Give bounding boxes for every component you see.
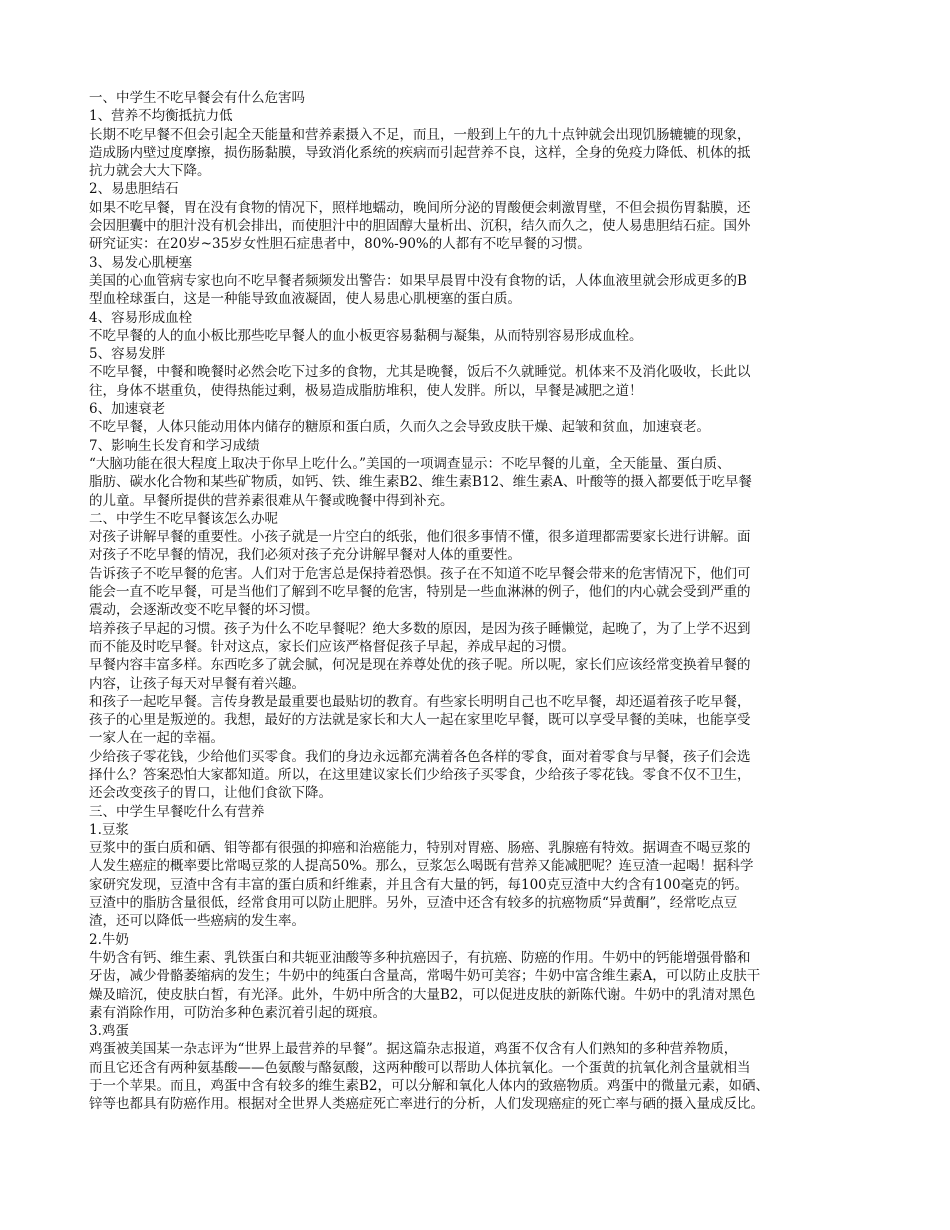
text-line: 人发生癌症的概率要比常喝豆浆的人提高50%。那么，豆浆怎么喝既有营养又能减肥呢？连豆渣一起喝！据科学 [89,858,754,875]
text-line: 研究证实：在20岁~35岁女性胆石症患者中，80%-90%的人都有不吃早餐的习惯。 [89,236,591,253]
text-line: 培养孩子早起的习惯。孩子为什么不吃早餐呢？绝大多数的原因，是因为孩子睡懒觉，起晚了，为了上学不迟到 [89,620,751,637]
text-line: 1.豆浆 [89,821,129,838]
text-line: 早餐内容丰富多样。东西吃多了就会腻，何况是现在养尊处优的孩子呢。所以呢，家长们应该经常变换着早餐的 [89,657,751,674]
text-line: 2.牛奶 [89,931,129,948]
text-line: 7、影响生长发育和学习成绩 [89,437,260,454]
text-line: 如果不吃早餐，胃在没有食物的情况下，照样地蠕动，晚间所分泌的胃酸便会刺激胃壁，不但会损伤胃黏膜，还 [89,199,751,216]
text-line: 还会改变孩子的胃口，让他们食欲下降。 [89,785,332,802]
text-line: 能会一直不吃早餐，可是当他们了解到不吃早餐的危害，特别是一些血淋淋的例子，他们的内心就会受到严重的 [89,584,751,601]
text-line: 豆浆中的蛋白质和硒、钼等都有很强的抑癌和治癌能力，特别对胃癌、肠癌、乳腺癌有特效。据调查不喝豆浆的 [89,840,751,857]
text-line: 对孩子不吃早餐的情况，我们必须对孩子充分讲解早餐对人体的重要性。 [89,547,521,564]
text-line: 震动，会逐渐改变不吃早餐的坏习惯。 [89,602,319,619]
text-line: 往，身体不堪重负，使得热能过剩，极易造成脂肪堆积，使人发胖。所以，早餐是减肥之道！ [89,382,643,399]
text-line: 豆渣中的脂肪含量很低，经常食用可以防止肥胖。另外，豆渣中还含有较多的抗癌物质“异黄酮”，经常吃点豆 [89,895,738,912]
text-line: 对孩子讲解早餐的重要性。小孩子就是一片空白的纸张，他们很多事情不懂，很多道理都需要家长进行讲解。面 [89,529,751,546]
text-line: 择什么？答案恐怕大家都知道。所以，在这里建议家长们少给孩子买零食，少给孩子零花钱。零食不仅不卫生， [89,766,751,783]
text-line: 燥及暗沉，使皮肤白皙，有光泽。此外，牛奶中所含的大量B2，可以促进皮肤的新陈代谢。牛奶中的乳清对黑色 [89,986,756,1003]
document-body [89,89,857,1114]
text-line: 2、易患胆结石 [89,181,179,198]
text-line: 牛奶含有钙、维生素、乳铁蛋白和共轭亚油酸等多种抗癌因子，有抗癌、防癌的作用。牛奶中的钙能增强骨骼和 [89,949,751,966]
text-line: 内容，让孩子每天对早餐有着兴趣。 [89,675,305,692]
text-line: 渣，还可以降低一些癌病的发生率。 [89,913,305,930]
text-line: 而且它还含有两种氨基酸——色氨酸与酪氨酸，这两种酸可以帮助人体抗氧化。一个蛋黄的抗氧化剂含量就相当 [89,1059,751,1076]
text-line: 而不能及时吃早餐。针对这点，家长们应该严格督促孩子早起，养成早起的习惯。 [89,638,575,655]
text-line: 美国的心血管病专家也向不吃早餐者频频发出警告：如果早晨胃中没有食物的话，人体血液里就会形成更多的B [89,272,747,289]
text-line: 少给孩子零花钱，少给他们买零食。我们的身边永远都充满着各色各样的零食，面对着零食与早餐，孩子们会选 [89,748,751,765]
text-line: 不吃早餐，人体只能动用体内储存的糖原和蛋白质，久而久之会导致皮肤干燥、起皱和贫血，加速衰老。 [89,419,710,436]
text-line: 3、易发心肌梗塞 [89,254,193,271]
text-line: 一家人在一起的幸福。 [89,730,224,747]
text-line: 牙齿，减少骨骼萎缩病的发生；牛奶中的纯蛋白含量高，常喝牛奶可美容；牛奶中富含维生素A，可以防止皮肤干 [89,968,761,985]
text-line: 三、中学生早餐吃什么有营养 [89,803,265,820]
text-line: 家研究发现，豆渣中含有丰富的蛋白质和纤维素，并且含有大量的钙，每100克豆渣中大约含有100毫克的钙。 [89,876,749,893]
text-line: 的儿童。早餐所提供的营养素很难从午餐或晚餐中得到补充。 [89,492,454,509]
text-line: 抗力就会大大下降。 [89,163,211,180]
text-line: 会因胆囊中的胆汁没有机会排出，而使胆汁中的胆固醇大量析出、沉积，结久而久之，使人易患胆结石症。国外 [89,218,751,235]
text-line: 造成肠内壁过度摩擦，损伤肠黏膜，导致消化系统的疾病而引起营养不良，这样，全身的免疫力降低、机体的抵 [89,144,751,161]
text-line: 于一个苹果。而且，鸡蛋中含有较多的维生素B2，可以分解和氧化人体内的致癌物质。鸡蛋中的微量元素，如硒、 [89,1078,770,1095]
text-line: 素有消除作用，可防治多种色素沉着引起的斑痕。 [89,1004,386,1021]
text-line: 长期不吃早餐不但会引起全天能量和营养素摄入不足，而且，一般到上午的九十点钟就会出现饥肠辘辘的现象， [89,126,751,143]
text-line: 一、中学生不吃早餐会有什么危害吗 [89,90,305,106]
text-line: 二、中学生不吃早餐该怎么办呢 [89,510,278,527]
text-line: 和孩子一起吃早餐。言传身教是最重要也最贴切的教育。有些家长明明自己也不吃早餐，却还逼着孩子吃早餐， [89,693,751,710]
text-line: 5、容易发胖 [89,346,166,363]
text-line: “大脑功能在很大程度上取决于你早上吃什么。”美国的一项调查显示：不吃早餐的儿童，全天能量、蛋白质、 [89,455,731,472]
text-line: 锌等也都具有防癌作用。根据对全世界人类癌症死亡率进行的分析，人们发现癌症的死亡率与硒的摄入量成反比。 [89,1096,764,1113]
text-line: 4、容易形成血栓 [89,309,193,326]
text-line: 不吃早餐，中餐和晚餐时必然会吃下过多的食物，尤其是晚餐，饭后不久就睡觉。机体来不及消化吸收，长此以 [89,364,751,381]
text-line: 脂肪、碳水化合物和某些矿物质，如钙、铁、维生素B2、维生素B12、维生素A、叶酸等的摄入都要低于吃早餐 [89,474,752,491]
text-line: 3.鸡蛋 [89,1023,129,1040]
text-line: 1、营养不均衡抵抗力低 [89,108,233,125]
text-line: 6、加速衰老 [89,401,166,418]
text-line: 孩子的心里是叛逆的。我想，最好的方法就是家长和大人一起在家里吃早餐，既可以享受早餐的美味，也能享受 [89,712,751,729]
text-line: 告诉孩子不吃早餐的危害。人们对于危害总是保持着恐惧。孩子在不知道不吃早餐会带来的危害情况下，他们可 [89,565,751,582]
text-line: 不吃早餐的人的血小板比那些吃早餐人的血小板更容易黏稠与凝集，从而特别容易形成血栓。 [89,327,643,344]
text-line: 型血栓球蛋白，这是一种能导致血液凝固，使人易患心肌梗塞的蛋白质。 [89,291,521,308]
text-line: 鸡蛋被美国某一杂志评为“世界上最营养的早餐”。据这篇杂志报道，鸡蛋不仅含有人们熟知的多种营养物质， [89,1041,738,1058]
